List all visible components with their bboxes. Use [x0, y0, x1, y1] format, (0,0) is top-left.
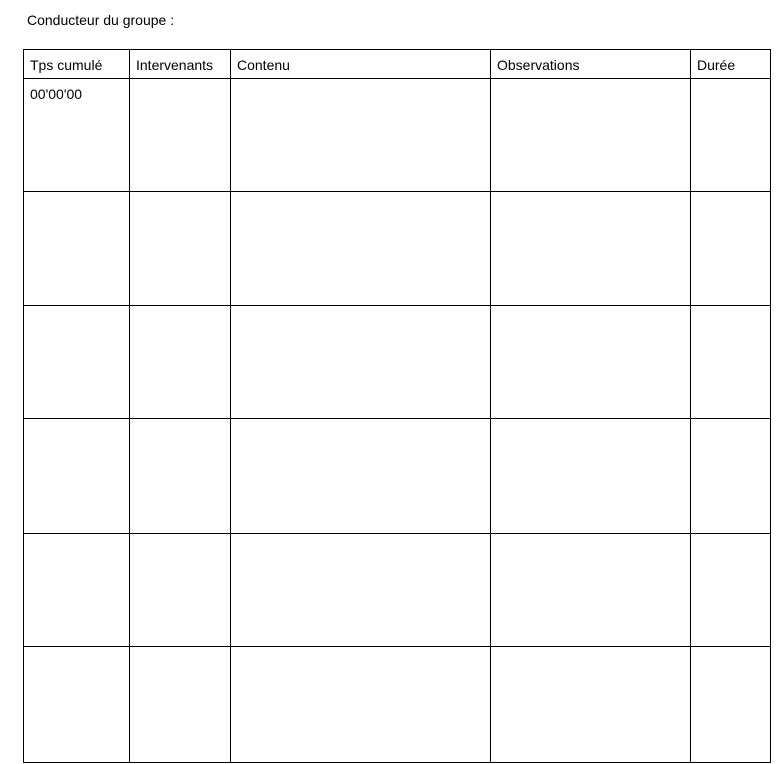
cell-intervenants[interactable]: [130, 192, 231, 306]
cell-observations[interactable]: [491, 306, 691, 419]
cell-tps-cumule[interactable]: 00'00'00: [24, 79, 130, 192]
cell-duree[interactable]: [691, 192, 771, 306]
table-row: [24, 534, 771, 647]
conductor-table: [23, 49, 771, 763]
cell-observations[interactable]: [491, 647, 691, 763]
cell-observations[interactable]: [491, 419, 691, 534]
header-contenu: Contenu: [231, 50, 491, 79]
header-tps-cumule: Tps cumulé: [24, 50, 130, 79]
cell-tps-cumule[interactable]: [24, 534, 130, 647]
cell-duree[interactable]: [691, 79, 771, 192]
cell-contenu[interactable]: [231, 534, 491, 647]
cell-observations[interactable]: [491, 79, 691, 192]
cell-intervenants[interactable]: [130, 306, 231, 419]
table-header-row: [24, 50, 771, 79]
table-row: [24, 419, 771, 534]
cell-intervenants[interactable]: [130, 647, 231, 763]
cell-contenu[interactable]: [231, 192, 491, 306]
table-row: [24, 192, 771, 306]
cell-duree[interactable]: [691, 534, 771, 647]
cell-tps-cumule[interactable]: [24, 647, 130, 763]
cell-tps-cumule[interactable]: [24, 192, 130, 306]
cell-duree[interactable]: [691, 419, 771, 534]
document-title: Conducteur du groupe :: [27, 12, 175, 28]
cell-intervenants[interactable]: [130, 419, 231, 534]
cell-contenu[interactable]: [231, 306, 491, 419]
table-row: [24, 306, 771, 419]
cell-observations[interactable]: [491, 192, 691, 306]
cell-tps-cumule[interactable]: [24, 419, 130, 534]
cell-contenu[interactable]: [231, 79, 491, 192]
cell-contenu[interactable]: [231, 647, 491, 763]
cell-duree[interactable]: [691, 306, 771, 419]
table-row: [24, 79, 771, 192]
cell-intervenants[interactable]: [130, 534, 231, 647]
header-duree: Durée: [691, 50, 771, 79]
cell-contenu[interactable]: [231, 419, 491, 534]
header-observations: Observations: [491, 50, 691, 79]
header-intervenants: Intervenants: [130, 50, 231, 79]
table-row: [24, 647, 771, 763]
cell-observations[interactable]: [491, 534, 691, 647]
cell-intervenants[interactable]: [130, 79, 231, 192]
cell-duree[interactable]: [691, 647, 771, 763]
cell-tps-cumule[interactable]: [24, 306, 130, 419]
